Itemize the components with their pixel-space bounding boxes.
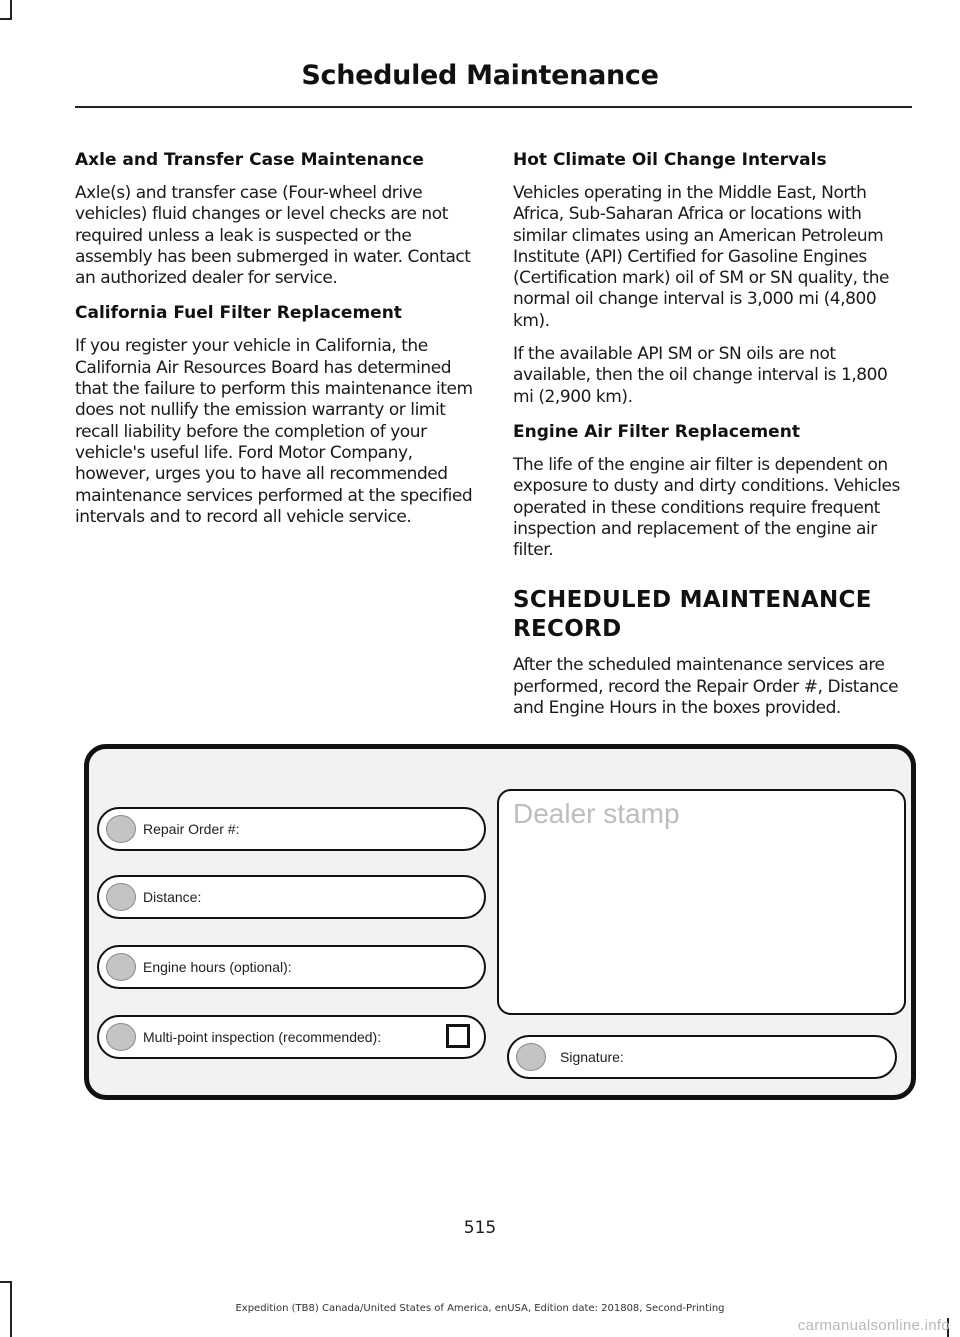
crop-mark: [0, 1281, 12, 1283]
engine-hours-label: Engine hours (optional):: [143, 959, 292, 975]
left-column: [75, 148, 477, 540]
crop-mark: [10, 0, 12, 18]
distance-field[interactable]: [97, 875, 486, 919]
page-title: Scheduled Maintenance: [301, 60, 659, 91]
california-heading: California Fuel Filter Replacement: [75, 303, 402, 324]
dealer-stamp-box[interactable]: [497, 789, 906, 1015]
hot-climate-heading: Hot Climate Oil Change Intervals: [513, 150, 827, 170]
right-column: [513, 148, 909, 731]
inspection-field[interactable]: [97, 1015, 486, 1059]
air-filter-body: The life of the engine air filter is dependent on exposure to dusty and dirty conditions. Vehicles operated in these conditions require frequent inspection and replacement of the engine air filter.: [513, 454, 900, 561]
record-heading-line1: SCHEDULED MAINTENANCE: [513, 587, 872, 614]
signature-field[interactable]: [507, 1035, 897, 1079]
field-bullet-icon: [106, 815, 136, 843]
repair-order-label: Repair Order #:: [143, 821, 240, 837]
record-body: After the scheduled maintenance services are performed, record the Repair Order #, Distance and Engine Hours in the boxes provided.: [513, 655, 899, 719]
axle-body: Axle(s) and transfer case (Four-wheel drive vehicles) fluid changes or level checks are not required unless a leak is suspected or the assembly has been submerged in water. Contact an authorized dealer for service.: [75, 183, 471, 289]
page-number: 515: [463, 1218, 497, 1238]
hot-climate-body-2: If the available API SM or SN oils are not available, then the oil change interval is 1,800 mi (2,900 km).: [513, 344, 888, 407]
header-divider: [75, 106, 912, 108]
field-bullet-icon: [106, 883, 136, 911]
air-filter-heading: Engine Air Filter Replacement: [513, 421, 800, 442]
field-bullet-icon: [516, 1043, 546, 1071]
inspection-checkbox[interactable]: [446, 1024, 470, 1048]
field-bullet-icon: [106, 953, 136, 981]
dealer-stamp-label: Dealer stamp: [513, 798, 680, 829]
axle-heading: Axle and Transfer Case Maintenance: [75, 150, 424, 170]
california-body: If you register your vehicle in California, the California Air Resources Board has determined that the failure to perform this maintenance item does not nullify the emission warranty or limit recall liability before the completion of your vehicle's useful life. Ford Motor Company, however, urges you to have all recommended maintenance services performed at the specified intervals and to record all vehicle service.: [75, 336, 473, 527]
signature-label: Signature:: [560, 1049, 624, 1065]
engine-hours-field[interactable]: [97, 945, 486, 989]
repair-order-field[interactable]: [97, 807, 486, 851]
watermark: carmanualsonline.info: [797, 1317, 950, 1334]
hot-climate-body: Vehicles operating in the Middle East, North Africa, Sub-Saharan Africa or locations with similar climates using an American Petroleum Institute (API) Certified for Gasoline Engines (Certification mark) oil of SM or SN quality, the normal oil change interval is 3,000 mi (4,800 km).: [513, 183, 890, 331]
field-bullet-icon: [106, 1023, 136, 1051]
distance-label: Distance:: [143, 889, 202, 905]
record-heading: [513, 586, 909, 644]
record-heading-line2: RECORD: [513, 616, 622, 643]
crop-mark: [0, 18, 12, 20]
inspection-label: Multi-point inspection (recommended):: [143, 1029, 382, 1045]
footer-edition-text: Expedition (TB8) Canada/United States of America, enUSA, Edition date: 201808, Second-Printing: [235, 1303, 725, 1314]
